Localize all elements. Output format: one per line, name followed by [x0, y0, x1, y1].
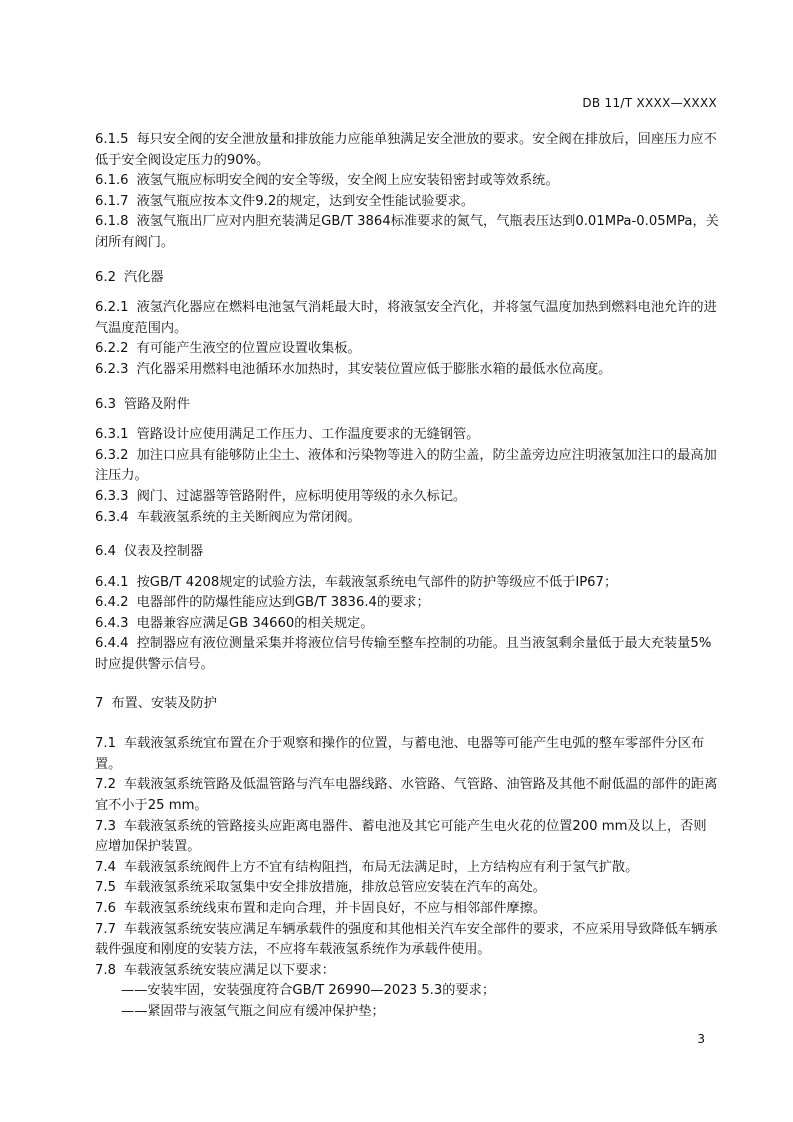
clause-6-1-5	[95, 130, 719, 171]
clause-text: 汽化器采用燃料电池循环水加热时，其安装位置应低于膨胀水箱的最低水位高度。	[136, 361, 612, 377]
section-number: 6.2	[95, 269, 116, 285]
page-number: 3	[697, 1032, 705, 1046]
clause-text: 电器部件的防爆性能应达到GB/T 3836.4的要求；	[136, 595, 430, 611]
clause-number: 7.5	[95, 880, 116, 896]
clause-7-1	[95, 734, 719, 775]
clause-number: 7.1	[95, 736, 116, 752]
clause-number: 6.2.2	[95, 341, 129, 357]
clause-text: 按GB/T 4208规定的试验方法，车载液氢系统电气部件的防护等级应不低于IP67；	[136, 574, 618, 590]
clause-number: 6.3.1	[95, 427, 129, 443]
clause-7-7	[95, 920, 719, 961]
clause-6-1-8	[95, 212, 719, 253]
clause-6-4-1	[95, 573, 719, 594]
clause-text: 车载液氢系统安装应满足车辆承载件的强度和其他相关汽车安全部件的要求，不应采用导致降低车辆承载件强度和刚度的安装方法，不应将车载液氢系统作为承载件使用。	[95, 921, 718, 958]
section-heading-6-3	[95, 395, 719, 416]
clause-6-4-3	[95, 614, 719, 635]
clause-number: 6.3.4	[95, 509, 129, 525]
clause-number: 7.3	[95, 818, 116, 834]
clause-text: 管路设计应使用满足工作压力、工作温度要求的无缝钢管。	[136, 427, 480, 443]
section-number: 6.3	[95, 396, 116, 412]
clause-text: 车载液氢系统的主关断阀应为常闭阀。	[136, 509, 361, 525]
clause-6-1-6	[95, 171, 719, 192]
clause-7-8	[95, 961, 719, 982]
document-body	[95, 130, 719, 1023]
clause-number: 6.1.5	[95, 132, 129, 147]
clause-number: 6.3.3	[95, 488, 129, 504]
section-title: 管路及附件	[123, 396, 190, 412]
dash-list-item: ——安装牢固，安装强度符合GB/T 26990—2023 5.3的要求；	[121, 983, 496, 999]
clause-text: 加注口应具有能够防止尘土、液体和污染物等进入的防尘盖，防尘盖旁边应注明液氢加注口的最高加注压力。	[95, 447, 717, 484]
clause-number: 6.3.2	[95, 447, 129, 463]
clause-text: 车载液氢系统采取氢集中安全排放措施，排放总管应安装在汽车的高处。	[123, 880, 546, 896]
clause-number: 6.2.3	[95, 361, 129, 377]
clause-number: 7.8	[95, 962, 116, 978]
clause-text: 车载液氢系统阀件上方不宜有结构阻挡，布局无法满足时，上方结构应有利于氢气扩散。	[123, 859, 639, 875]
clause-6-4-4	[95, 634, 719, 675]
clause-number: 7.4	[95, 859, 116, 875]
clause-7-5	[95, 878, 719, 899]
clause-7-2	[95, 775, 719, 816]
clause-6-3-2	[95, 446, 719, 487]
clause-number: 6.4.1	[95, 574, 129, 590]
clause-number: 7.2	[95, 777, 116, 793]
clause-text: 阀门、过滤器等管路附件，应标明使用等级的永久标记。	[136, 488, 467, 504]
clause-6-3-3	[95, 487, 719, 508]
clause-number: 6.1.6	[95, 173, 129, 189]
clause-text: 控制器应有液位测量采集并将液位信号传输至整车控制的功能。且当液氢剩余量低于最大充装量5%时应提供警示信号。	[95, 636, 712, 673]
chapter-number: 7	[95, 695, 104, 711]
clause-6-2-2	[95, 339, 719, 360]
clause-text: 电器兼容应满足GB 34660的相关规定。	[136, 615, 374, 631]
clause-text: 液氢气瓶应按本文件9.2的规定，达到安全性能试验要求。	[136, 193, 475, 209]
chapter-heading-7	[95, 694, 719, 715]
clause-number: 6.4.2	[95, 595, 129, 611]
clause-number: 7.6	[95, 901, 116, 916]
clause-text: 车载液氢系统安装应满足以下要求：	[123, 962, 335, 978]
chapter-title: 布置、安装及防护	[111, 695, 217, 711]
clause-number: 7.7	[95, 921, 116, 937]
clause-text: 车载液氢系统宜布置在介于观察和操作的位置，与蓄电池、电器等可能产生电弧的整车零部件分区布置。	[95, 736, 705, 772]
section-number: 6.4	[95, 544, 116, 560]
clause-text: 每只安全阀的安全泄放量和排放能力应能单独满足安全泄放的要求。安全阀在排放后，回座压力应不低于安全阀设定压力的90%。	[95, 132, 717, 168]
clause-7-3	[95, 817, 719, 858]
clause-7-4	[95, 858, 719, 879]
section-title: 汽化器	[123, 269, 164, 285]
clause-number: 6.1.8	[95, 214, 129, 230]
clause-number: 6.1.7	[95, 193, 129, 209]
clause-text: 有可能产生液空的位置应设置收集板。	[136, 341, 361, 357]
clause-6-1-7	[95, 192, 719, 213]
section-heading-6-4	[95, 542, 719, 563]
clause-number: 6.2.1	[95, 300, 129, 316]
clause-text: 液氢汽化器应在燃料电池氢气消耗最大时，将液氢安全汽化，并将氢气温度加热到燃料电池允许的进气温度范围内。	[95, 300, 717, 336]
doc-header: DB 11/T XXXX—XXXX	[582, 96, 717, 110]
clause-text: 车载液氢系统管路及低温管路与汽车电器线路、水管路、气管路、油管路及其他不耐低温的部件的距离宜不小于25 mm。	[95, 777, 718, 814]
clause-6-3-1	[95, 425, 719, 446]
clause-text: 液氢气瓶出厂应对内胆充装满足GB/T 3864标准要求的氮气，气瓶表压达到0.01MPa-0.05MPa，关闭所有阀门。	[95, 214, 719, 250]
clause-6-2-3	[95, 360, 719, 381]
clause-text: 车载液氢系统线束布置和走向合理，并卡固良好，不应与相邻部件摩擦。	[123, 901, 546, 916]
section-heading-6-2	[95, 268, 719, 289]
clause-7-6	[95, 899, 719, 920]
clause-6-3-4	[95, 508, 719, 529]
clause-number: 6.4.3	[95, 615, 129, 631]
section-title: 仪表及控制器	[123, 544, 204, 560]
clause-number: 6.4.4	[95, 636, 129, 652]
clause-6-4-2	[95, 593, 719, 614]
clause-text: 液氢气瓶应标明安全阀的安全等级，安全阀上应安装铅密封或等效系统。	[136, 173, 559, 189]
clause-6-2-1	[95, 298, 719, 339]
dash-list-item: ——紧固带与液氢气瓶之间应有缓冲保护垫；	[121, 1003, 385, 1019]
clause-text: 车载液氢系统的管路接头应距离电器件、蓄电池及其它可能产生电火花的位置200 mm及以上，否则应增加保护装置。	[95, 818, 707, 855]
